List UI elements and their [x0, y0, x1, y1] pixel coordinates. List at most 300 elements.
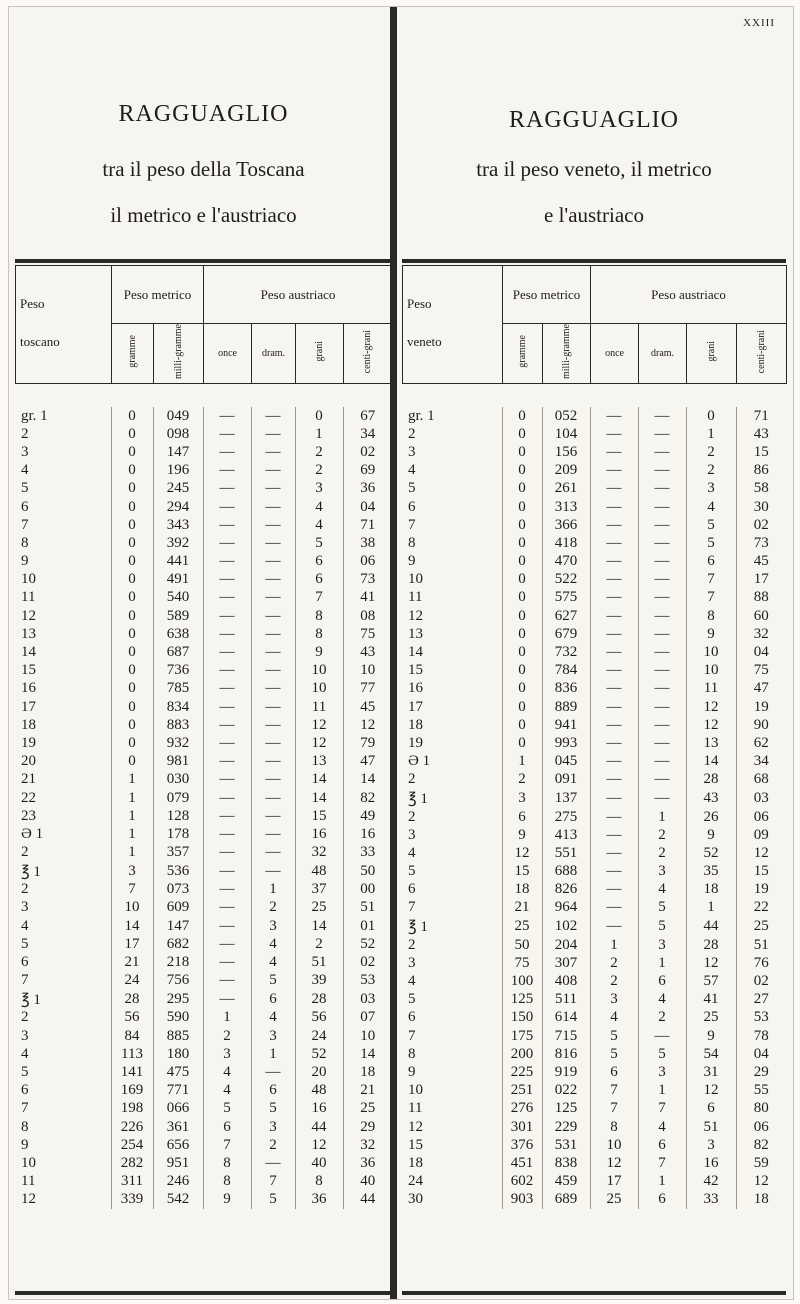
table-cell: 10: [21, 1154, 36, 1171]
table-cell: 5: [686, 516, 736, 534]
table-cell: 1: [638, 954, 686, 972]
table-cell: 17: [736, 571, 786, 589]
table-cell: 9: [686, 625, 736, 643]
table-cell: 7: [251, 1173, 295, 1191]
left-table-section: [15, 7, 392, 1299]
table-row: [15, 1027, 392, 1045]
table-cell: 4: [203, 1082, 251, 1100]
table-cell: 229: [542, 1118, 590, 1136]
table-cell: —: [590, 443, 638, 461]
table-cell: 28: [686, 771, 736, 789]
table-cell: 2: [590, 972, 638, 990]
table-cell: 21: [111, 953, 153, 971]
table-cell: 45: [343, 698, 392, 716]
table-row: [15, 571, 392, 589]
table-cell: 4: [295, 516, 343, 534]
table-cell: 0: [686, 407, 736, 425]
table-cell: 100: [502, 972, 542, 990]
table-cell: 44: [686, 917, 736, 936]
table-cell: 80: [736, 1100, 786, 1118]
table-cell: —: [590, 716, 638, 734]
table-cell: 6: [295, 553, 343, 571]
table-cell: 12: [686, 716, 736, 734]
table-row: [402, 1118, 786, 1136]
table-cell: 18: [686, 881, 736, 899]
table-row: [402, 808, 786, 826]
table-cell: 0: [111, 516, 153, 534]
table-cell: 03: [736, 789, 786, 808]
table-row: [15, 1154, 392, 1172]
table-row: [15, 680, 392, 698]
table-cell: 67: [343, 407, 392, 425]
table-cell: —: [251, 443, 295, 461]
table-cell: 62: [736, 734, 786, 752]
table-cell: 10: [686, 662, 736, 680]
table-cell: 838: [542, 1154, 590, 1172]
table-cell: 4: [251, 953, 295, 971]
table-cell: 2: [21, 1009, 29, 1026]
table-cell: —: [251, 625, 295, 643]
table-cell: 50: [343, 862, 392, 881]
table-cell: 225: [502, 1063, 542, 1081]
table-cell: 6: [21, 954, 29, 971]
table-cell: 883: [153, 716, 203, 734]
table-cell: 964: [542, 899, 590, 917]
table-cell: 45: [736, 553, 786, 571]
table-row: [402, 1009, 786, 1027]
table-row: [402, 991, 786, 1009]
table-cell: 16: [295, 1100, 343, 1118]
table-cell: —: [203, 716, 251, 734]
table-row: [402, 643, 786, 661]
table-cell: 614: [542, 1009, 590, 1027]
table-cell: 19: [21, 734, 36, 751]
table-cell: 12: [408, 607, 423, 624]
table-cell: ℥ 1: [408, 790, 428, 807]
table-cell: 609: [153, 899, 203, 917]
table-cell: 02: [343, 443, 392, 461]
table-cell: 12: [736, 1173, 786, 1191]
table-cell: —: [251, 716, 295, 734]
table-cell: 826: [542, 881, 590, 899]
table-cell: 6: [590, 1063, 638, 1081]
table-cell: 052: [542, 407, 590, 425]
table-cell: 2: [251, 1136, 295, 1154]
header-rule: [15, 259, 392, 263]
table-cell: 785: [153, 680, 203, 698]
table-cell: 2: [295, 935, 343, 953]
table-cell: —: [203, 789, 251, 807]
table-cell: —: [251, 1154, 295, 1172]
table-cell: 11: [295, 698, 343, 716]
table-row: [402, 844, 786, 862]
table-cell: —: [203, 662, 251, 680]
table-cell: 8: [203, 1154, 251, 1172]
table-cell: —: [251, 698, 295, 716]
table-cell: 3: [21, 443, 29, 460]
table-cell: 147: [153, 917, 203, 935]
table-row: [402, 1027, 786, 1045]
table-cell: 1: [111, 844, 153, 862]
table-cell: 25: [686, 1009, 736, 1027]
table-row: [402, 972, 786, 990]
table-cell: 8: [295, 1173, 343, 1191]
table-cell: 47: [736, 680, 786, 698]
table-cell: 343: [153, 516, 203, 534]
table-cell: 5: [21, 1063, 29, 1080]
right-subtitle-2: e l'austriaco: [544, 203, 644, 227]
table-cell: 0: [502, 516, 542, 534]
table-cell: 3: [251, 1027, 295, 1045]
table-cell: 993: [542, 734, 590, 752]
table-cell: 7: [21, 1100, 29, 1117]
header-dram: dram.: [639, 324, 687, 384]
table-cell: 8: [203, 1173, 251, 1191]
table-cell: 311: [111, 1173, 153, 1191]
table-cell: —: [590, 407, 638, 425]
table-cell: 073: [153, 881, 203, 899]
table-row: [402, 1191, 786, 1209]
table-row: [402, 425, 786, 443]
table-cell: 06: [736, 808, 786, 826]
table-cell: 0: [502, 407, 542, 425]
table-cell: 522: [542, 571, 590, 589]
table-row: [402, 443, 786, 461]
table-cell: 15: [736, 863, 786, 881]
table-cell: —: [590, 863, 638, 881]
table-cell: —: [203, 516, 251, 534]
table-cell: 11: [21, 1173, 36, 1190]
table-cell: —: [638, 662, 686, 680]
table-cell: 459: [542, 1173, 590, 1191]
table-row: [15, 844, 392, 862]
table-cell: 48: [295, 862, 343, 881]
table-cell: 7: [408, 516, 416, 533]
table-cell: 3: [638, 936, 686, 954]
right-table-body: [402, 407, 786, 1209]
table-cell: 02: [343, 953, 392, 971]
table-row: [15, 589, 392, 607]
table-cell: 756: [153, 972, 203, 990]
table-cell: —: [251, 807, 295, 825]
table-cell: 4: [638, 881, 686, 899]
table-cell: 56: [111, 1009, 153, 1027]
table-cell: —: [251, 844, 295, 862]
table-row: [15, 662, 392, 680]
table-cell: 0: [502, 589, 542, 607]
table-cell: 0: [502, 462, 542, 480]
table-cell: —: [251, 462, 295, 480]
table-cell: 3: [111, 862, 153, 881]
table-cell: 903: [502, 1191, 542, 1209]
table-row: [15, 1118, 392, 1136]
table-row: [15, 625, 392, 643]
table-cell: —: [203, 881, 251, 899]
left-table-body: [15, 407, 392, 1209]
table-cell: 73: [736, 534, 786, 552]
table-cell: —: [203, 407, 251, 425]
table-cell: 5: [408, 863, 416, 880]
table-cell: —: [203, 425, 251, 443]
table-cell: 04: [736, 1045, 786, 1063]
table-cell: 15: [502, 863, 542, 881]
table-cell: Ə 1: [408, 753, 431, 770]
table-cell: 03: [343, 990, 392, 1009]
table-cell: —: [203, 625, 251, 643]
table-cell: —: [251, 753, 295, 771]
table-cell: 29: [736, 1063, 786, 1081]
table-cell: 066: [153, 1100, 203, 1118]
table-cell: 2: [408, 771, 416, 788]
table-cell: —: [638, 498, 686, 516]
table-row: [15, 862, 392, 881]
table-cell: 54: [686, 1045, 736, 1063]
table-cell: 36: [343, 1154, 392, 1172]
table-cell: 04: [736, 643, 786, 661]
table-cell: 0: [111, 734, 153, 752]
table-cell: 932: [153, 734, 203, 752]
table-row: [15, 917, 392, 935]
table-row: [402, 826, 786, 844]
table-row: [402, 734, 786, 752]
table-cell: —: [251, 516, 295, 534]
table-cell: 3: [251, 917, 295, 935]
header-centigrani: centi-grani: [344, 324, 393, 384]
table-cell: 5: [295, 534, 343, 552]
table-row: [15, 1063, 392, 1081]
table-cell: 376: [502, 1136, 542, 1154]
table-cell: 36: [295, 1191, 343, 1209]
table-cell: 1: [590, 936, 638, 954]
table-row: [402, 954, 786, 972]
table-cell: 2: [502, 771, 542, 789]
table-cell: —: [638, 1027, 686, 1045]
table-cell: 275: [542, 808, 590, 826]
table-cell: —: [590, 625, 638, 643]
table-cell: —: [590, 534, 638, 552]
table-cell: 245: [153, 480, 203, 498]
table-cell: 2: [408, 425, 416, 442]
table-row: [402, 407, 786, 425]
table-row: [402, 1063, 786, 1081]
table-cell: —: [203, 935, 251, 953]
table-row: [15, 972, 392, 990]
table-cell: —: [638, 625, 686, 643]
table-cell: 71: [736, 407, 786, 425]
table-cell: 6: [408, 881, 416, 898]
table-cell: 7: [408, 899, 416, 916]
table-row: [402, 589, 786, 607]
table-cell: 30: [408, 1191, 423, 1208]
table-cell: —: [590, 899, 638, 917]
table-row: [402, 462, 786, 480]
header-grani: grani: [296, 324, 344, 384]
table-cell: 33: [343, 844, 392, 862]
table-cell: —: [203, 498, 251, 516]
table-cell: 10: [408, 1082, 423, 1099]
table-row: [402, 863, 786, 881]
header-once: once: [204, 324, 252, 384]
table-row: [15, 1100, 392, 1118]
table-cell: 2: [686, 443, 736, 461]
table-cell: 0: [111, 443, 153, 461]
table-cell: —: [590, 480, 638, 498]
table-cell: 7: [638, 1100, 686, 1118]
table-cell: —: [638, 753, 686, 771]
table-cell: 3: [408, 954, 416, 971]
table-cell: gr. 1: [21, 407, 48, 424]
table-cell: 6: [686, 1100, 736, 1118]
table-cell: 7: [590, 1082, 638, 1100]
table-cell: 12: [502, 844, 542, 862]
table-row: [402, 1045, 786, 1063]
table-cell: 687: [153, 643, 203, 661]
left-subtitle-2: il metrico e l'austriaco: [110, 203, 297, 227]
table-cell: —: [590, 826, 638, 844]
table-cell: —: [203, 480, 251, 498]
table-cell: 408: [542, 972, 590, 990]
table-row: [402, 789, 786, 808]
table-cell: 53: [343, 972, 392, 990]
table-cell: 091: [542, 771, 590, 789]
table-cell: 200: [502, 1045, 542, 1063]
table-cell: 0: [502, 553, 542, 571]
table-cell: 9: [686, 1027, 736, 1045]
table-cell: 276: [502, 1100, 542, 1118]
table-cell: 2: [251, 899, 295, 917]
table-cell: 0: [111, 753, 153, 771]
table-cell: ℥ 1: [408, 919, 428, 936]
table-row: [402, 680, 786, 698]
table-cell: 08: [343, 607, 392, 625]
table-cell: —: [638, 571, 686, 589]
table-cell: 941: [542, 716, 590, 734]
table-cell: —: [251, 862, 295, 881]
table-cell: 88: [736, 589, 786, 607]
table-cell: 16: [295, 825, 343, 843]
table-cell: 0: [111, 571, 153, 589]
table-cell: 137: [542, 789, 590, 808]
table-cell: —: [638, 607, 686, 625]
table-cell: 3: [638, 863, 686, 881]
table-cell: 33: [686, 1191, 736, 1209]
table-cell: 68: [736, 771, 786, 789]
table-cell: 15: [408, 1136, 423, 1153]
table-cell: 413: [542, 826, 590, 844]
table-cell: 1: [638, 1173, 686, 1191]
table-cell: 12: [408, 1118, 423, 1135]
table-cell: 049: [153, 407, 203, 425]
table-cell: 0: [502, 534, 542, 552]
table-cell: 14: [21, 644, 36, 661]
table-cell: —: [203, 734, 251, 752]
table-cell: 251: [502, 1082, 542, 1100]
table-cell: —: [590, 698, 638, 716]
table-cell: 1: [251, 1045, 295, 1063]
table-cell: 0: [111, 589, 153, 607]
table-cell: 84: [111, 1027, 153, 1045]
table-cell: 9: [502, 826, 542, 844]
header-gramme: gramme: [112, 324, 154, 384]
table-row: [402, 1154, 786, 1172]
table-cell: 4: [21, 462, 29, 479]
table-cell: 11: [408, 1100, 423, 1117]
table-cell: 254: [111, 1136, 153, 1154]
table-cell: 981: [153, 753, 203, 771]
table-cell: —: [203, 553, 251, 571]
table-cell: —: [203, 972, 251, 990]
table-cell: —: [590, 844, 638, 862]
header-gramme: gramme: [503, 324, 543, 384]
table-cell: 11: [686, 680, 736, 698]
table-cell: 60: [736, 607, 786, 625]
table-cell: 022: [542, 1082, 590, 1100]
table-row: [15, 881, 392, 899]
table-cell: 5: [203, 1100, 251, 1118]
table-cell: 6: [638, 972, 686, 990]
table-cell: 7: [111, 881, 153, 899]
table-cell: 0: [111, 534, 153, 552]
table-cell: 8: [408, 1045, 416, 1062]
table-cell: 0: [502, 571, 542, 589]
table-cell: —: [203, 990, 251, 1009]
table-cell: 12: [686, 1082, 736, 1100]
table-cell: 7: [686, 589, 736, 607]
table-cell: 15: [408, 662, 423, 679]
table-cell: —: [251, 771, 295, 789]
table-cell: 7: [686, 571, 736, 589]
table-row: [15, 407, 392, 425]
table-cell: 40: [343, 1173, 392, 1191]
table-cell: 2: [638, 1009, 686, 1027]
table-cell: 25: [590, 1191, 638, 1209]
table-cell: 9: [295, 643, 343, 661]
table-cell: 627: [542, 607, 590, 625]
table-cell: 8: [590, 1118, 638, 1136]
table-cell: 3: [686, 1136, 736, 1154]
table-row: [15, 807, 392, 825]
table-cell: —: [590, 589, 638, 607]
table-cell: 6: [251, 990, 295, 1009]
table-cell: ℥ 1: [21, 991, 41, 1008]
table-cell: —: [638, 589, 686, 607]
table-cell: —: [638, 734, 686, 752]
table-cell: 531: [542, 1136, 590, 1154]
table-cell: 09: [736, 826, 786, 844]
table-cell: —: [251, 425, 295, 443]
table-cell: 52: [343, 935, 392, 953]
table-cell: 57: [686, 972, 736, 990]
table-cell: 732: [542, 643, 590, 661]
table-cell: —: [251, 734, 295, 752]
table-cell: 2: [638, 844, 686, 862]
table-cell: 37: [295, 881, 343, 899]
table-cell: 5: [638, 899, 686, 917]
table-cell: 0: [295, 407, 343, 425]
table-cell: 1: [686, 425, 736, 443]
table-cell: 125: [542, 1100, 590, 1118]
table-row: [15, 534, 392, 552]
table-cell: 18: [21, 716, 36, 733]
table-cell: 16: [408, 680, 423, 697]
table-cell: 147: [153, 443, 203, 461]
table-cell: 1: [111, 789, 153, 807]
table-cell: —: [638, 534, 686, 552]
table-row: [15, 771, 392, 789]
table-cell: 73: [343, 571, 392, 589]
table-cell: 1: [111, 825, 153, 843]
table-cell: 10: [295, 680, 343, 698]
